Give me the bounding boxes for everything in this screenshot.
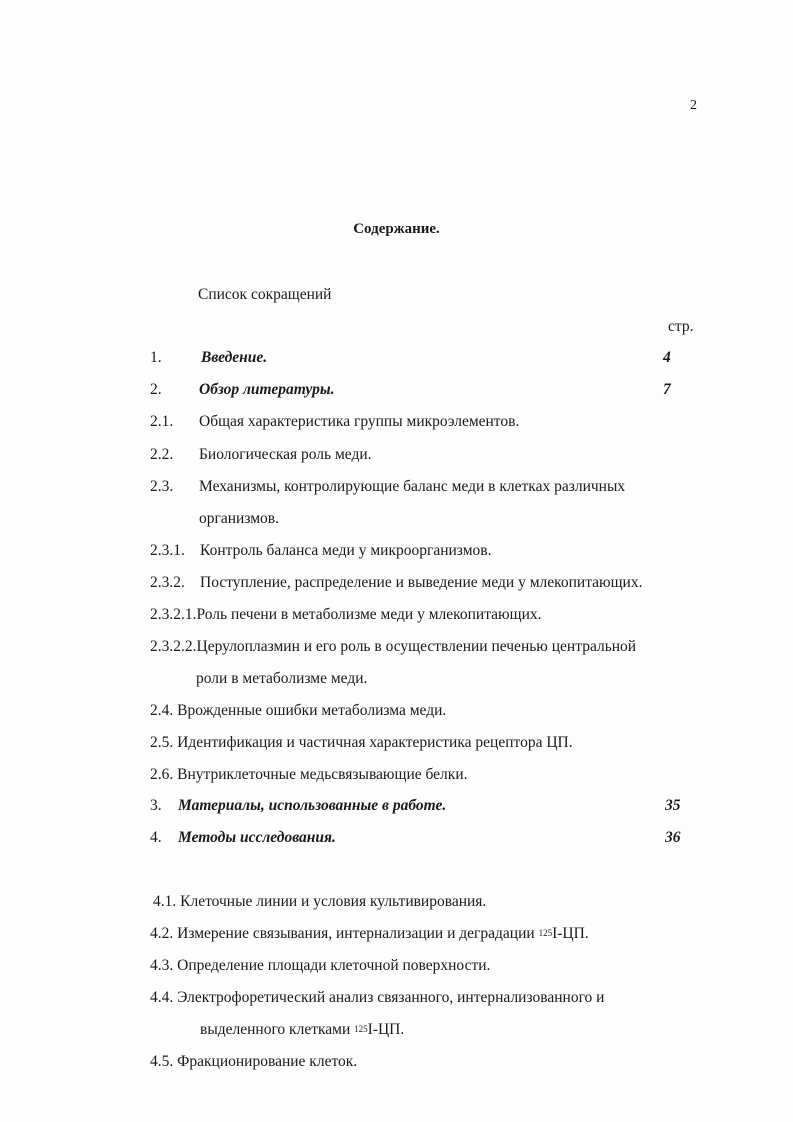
toc-number: 4. xyxy=(150,829,162,846)
toc-entry: 4.4. Электрофоретический анализ связанного, интернализованного и xyxy=(150,989,605,1006)
toc-entry: 4.3. Определение площади клеточной поверхности. xyxy=(150,957,491,974)
toc-page-ref: 4 xyxy=(663,349,671,366)
toc-entry: Контроль баланса меди у микроорганизмов. xyxy=(200,542,492,559)
toc-entry-materials: Материалы, использованные в работе. xyxy=(178,797,447,814)
toc-number: 2. xyxy=(150,381,162,398)
toc-entry-literature-review: Обзор литературы. xyxy=(199,381,335,398)
toc-entry: 4.5. Фракционирование клеток. xyxy=(150,1053,358,1070)
toc-entry-introduction: Введение. xyxy=(201,349,268,366)
toc-entry: Общая характеристика группы микроэлементов. xyxy=(199,413,520,430)
toc-number: 1. xyxy=(150,349,162,366)
toc-entry-continuation: организмов. xyxy=(199,510,279,527)
toc-number: 2.3.1. xyxy=(150,542,185,559)
toc-number: 2.2. xyxy=(150,446,174,463)
toc-entry-text: I-ЦП. xyxy=(367,1021,405,1038)
toc-entry-continuation xyxy=(200,1021,404,1039)
toc-page-ref: 7 xyxy=(663,381,671,398)
toc-entry-text: выделенного клетками xyxy=(200,1021,355,1038)
toc-page-ref: 35 xyxy=(665,797,681,814)
toc-entry: 2.6. Внутриклеточные медьсвязывающие белки. xyxy=(150,766,468,783)
toc-entry xyxy=(150,925,589,943)
isotope-superscript: 125 xyxy=(354,1024,368,1034)
page-number: 2 xyxy=(690,98,697,113)
toc-entry: 2.4. Врожденные ошибки метаболизма меди. xyxy=(150,702,447,719)
page-column-label: стр. xyxy=(668,318,694,335)
toc-entry: 4.1. Клеточные линии и условия культивирования. xyxy=(153,893,487,910)
toc-page-ref: 36 xyxy=(665,829,681,846)
toc-entry-continuation: роли в метаболизме меди. xyxy=(196,670,368,687)
toc-entry: Биологическая роль меди. xyxy=(199,446,372,463)
toc-number: 2.1. xyxy=(150,413,174,430)
toc-entry: 2.3.2.1.Роль печени в метаболизме меди у млекопитающих. xyxy=(150,606,542,623)
toc-entry: Поступление, распределение и выведение меди у млекопитающих. xyxy=(200,574,643,591)
toc-entry: Механизмы, контролирующие баланс меди в клетках различных xyxy=(199,478,626,495)
toc-entry-text: I-ЦП. xyxy=(552,925,589,942)
toc-entry-methods: Методы исследования. xyxy=(178,829,336,846)
abbreviations-entry: Список сокращений xyxy=(198,286,332,303)
toc-entry: 2.3.2.2.Церулоплазмин и его роль в осуществлении печенью центральной xyxy=(150,638,637,655)
toc-number: 2.3.2. xyxy=(150,574,185,591)
toc-entry-text: 4.2. Измерение связывания, интернализации и деградации xyxy=(150,925,539,942)
toc-number: 3. xyxy=(150,797,162,814)
toc-entry: 2.5. Идентификация и частичная характеристика рецептора ЦП. xyxy=(150,734,573,751)
page-title: Содержание. xyxy=(353,221,440,237)
isotope-superscript: 125 xyxy=(538,928,553,938)
toc-number: 2.3. xyxy=(150,478,174,495)
